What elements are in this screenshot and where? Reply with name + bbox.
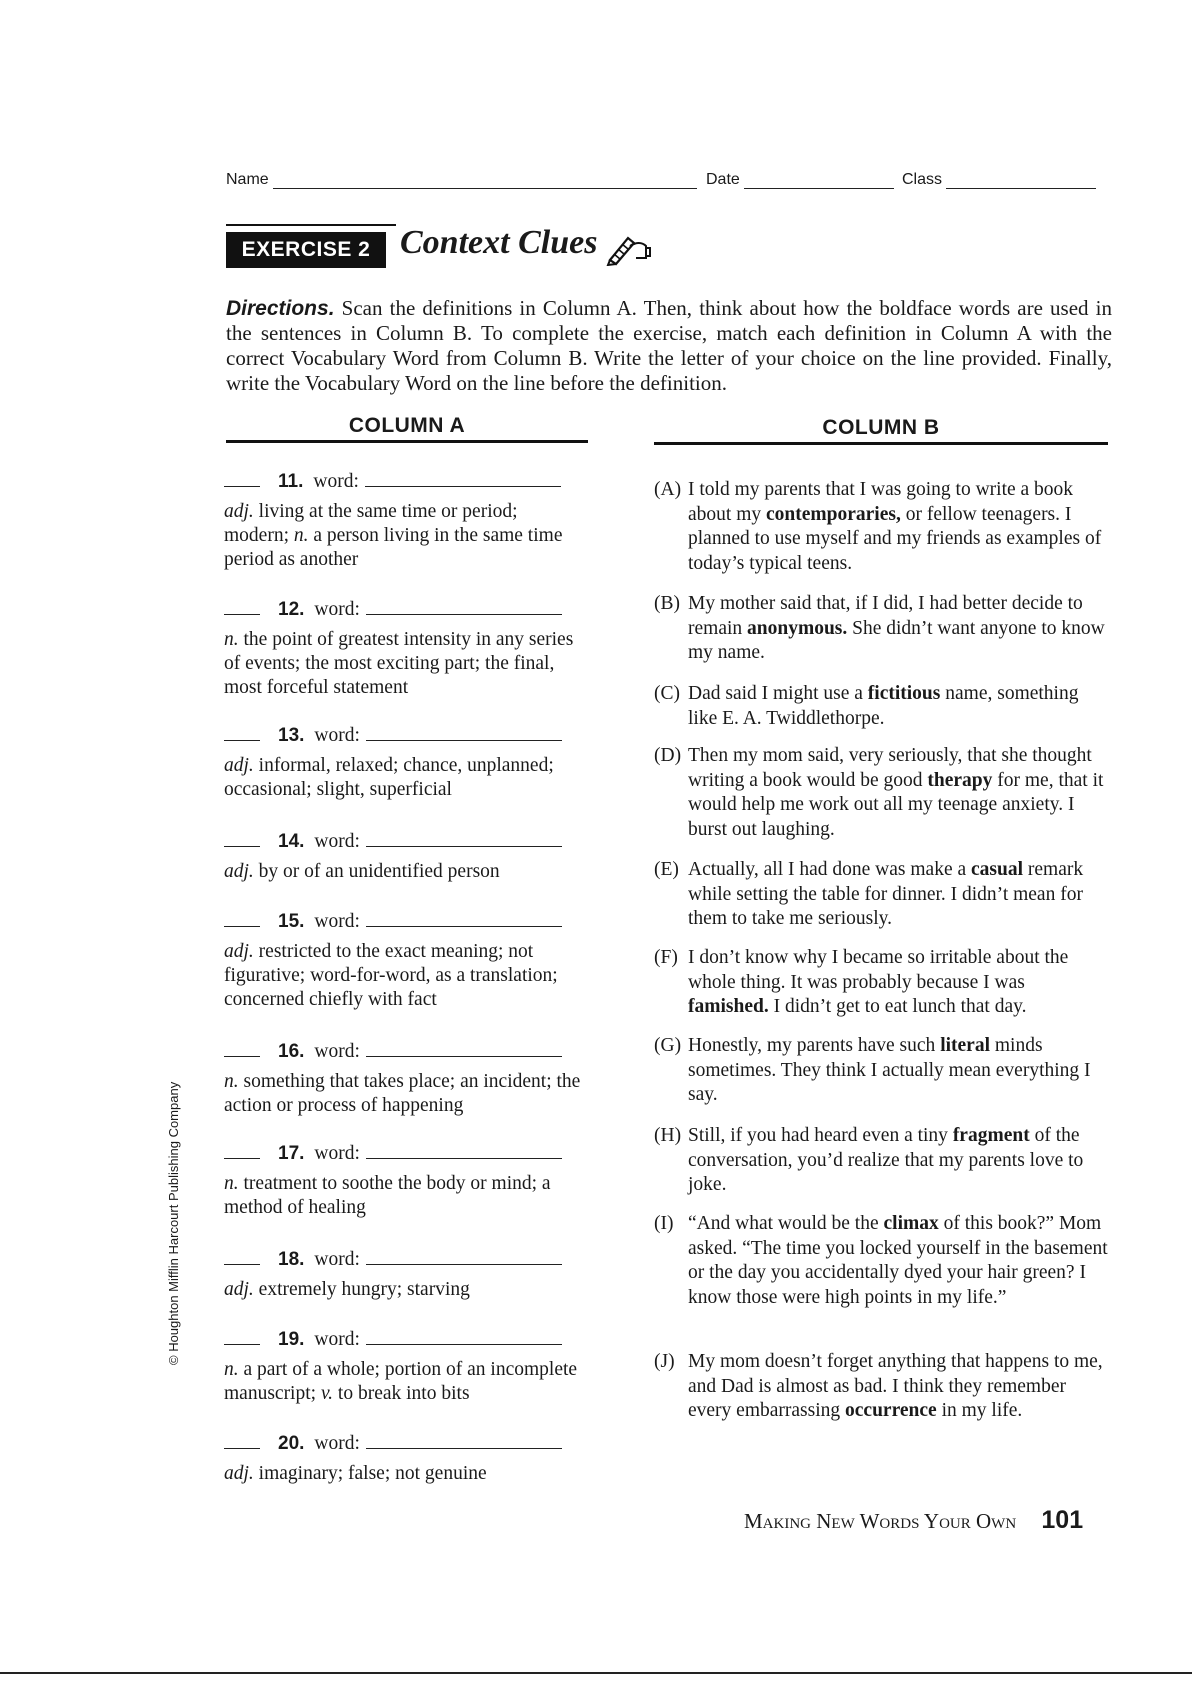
sentence-post: name, something like E. A. Twiddlethorpe. — [688, 683, 1079, 729]
sentence-pre: Dad said I might use a — [688, 683, 868, 704]
word-answer-line[interactable] — [366, 1343, 562, 1345]
part-of-speech-2: n. — [293, 525, 309, 546]
definition: imaginary; false; not genuine — [253, 1463, 487, 1484]
name-field[interactable] — [226, 170, 697, 189]
definition-item — [224, 910, 584, 1012]
sentence-post: of the conversation, you’d realize that my parents love to joke. — [688, 1125, 1084, 1195]
vocabulary-word: fragment — [952, 1125, 1030, 1146]
word-label: word: — [314, 1249, 360, 1270]
vocabulary-word: contemporaries, — [766, 503, 901, 525]
definition: a part of a whole; portion of an incomplete manuscript; — [224, 1359, 578, 1404]
sentence-letter: (G) — [654, 1035, 682, 1056]
sentence-item — [654, 1034, 1108, 1108]
definition-item — [224, 1328, 584, 1406]
part-of-speech: n. — [224, 1173, 239, 1194]
sentence-item — [654, 592, 1108, 666]
word-label: word: — [314, 911, 360, 932]
part-of-speech: adj. — [224, 755, 254, 776]
definition-item — [224, 830, 584, 884]
letter-answer-blank[interactable] — [224, 1447, 260, 1449]
item-number: 19. — [278, 1329, 305, 1350]
sentence-item — [654, 744, 1108, 842]
sentence-pre: I don’t know why I became so irritable about the whole thing. It was probably because I was — [688, 947, 1069, 993]
item-number: 20. — [278, 1433, 305, 1454]
vocabulary-word: fictitious — [867, 683, 941, 704]
part-of-speech: adj. — [224, 501, 254, 522]
definition-text — [224, 860, 584, 884]
copyright-notice: © Houghton Mifflin Harcourt Publishing Company — [166, 1081, 181, 1365]
sentence-pre: “And what would be the — [688, 1213, 884, 1234]
sentence-text — [688, 1034, 1108, 1108]
class-line[interactable] — [946, 170, 1096, 189]
item-number: 14. — [278, 831, 305, 852]
sentence-text — [688, 946, 1108, 1020]
definition-text — [224, 500, 584, 572]
column-a-rule — [226, 440, 588, 443]
date-line[interactable] — [744, 170, 894, 189]
sentence-post: or fellow teenagers. I planned to use myself and my friends as examples of today’s typical teens. — [688, 503, 1102, 574]
item-number: 17. — [278, 1143, 305, 1164]
sentence-post: for me, that it would help me work out all my teenage anxiety. I burst out laughing. — [688, 769, 1104, 840]
sentence-letter: (F) — [654, 947, 678, 968]
sentence-text — [688, 744, 1108, 842]
date-label: Date — [706, 171, 740, 188]
sentence-item — [654, 946, 1108, 1020]
vocabulary-word: climax — [883, 1213, 939, 1234]
word-label: word: — [314, 1433, 360, 1454]
part-of-speech: n. — [224, 1071, 239, 1092]
sentence-text — [688, 592, 1108, 666]
letter-answer-blank[interactable] — [224, 613, 260, 615]
sentence-pre: Then my mom said, very seriously, that she thought writing a book would be good — [688, 745, 1092, 791]
sentence-post: of this book?” Mom asked. “The time you locked yourself in the basement or the day you accidentally dyed your hair green? I know those were high points in my life.” — [688, 1213, 1108, 1308]
sentence-letter: (I) — [654, 1213, 674, 1234]
sentence-text — [688, 1124, 1108, 1198]
sentence-pre: My mom doesn’t forget anything that happens to me, and Dad is almost as bad. I think they remember every embarrassing — [688, 1351, 1103, 1421]
definition-text — [224, 1172, 584, 1220]
definition-text — [224, 1278, 584, 1302]
letter-answer-blank[interactable] — [224, 925, 260, 927]
sentence-text — [688, 478, 1108, 576]
definition-text — [224, 754, 584, 802]
definition: treatment to soothe the body or mind; a method of healing — [224, 1173, 551, 1218]
sentence-text — [688, 858, 1108, 932]
book-title: Making New Words Your Own — [744, 1509, 1017, 1533]
class-label: Class — [902, 171, 943, 188]
word-answer-line[interactable] — [366, 613, 562, 615]
definition: extremely hungry; starving — [253, 1279, 470, 1300]
directions-lead: Directions. — [226, 297, 335, 320]
definition: something that takes place; an incident; the action or process of happening — [224, 1071, 581, 1116]
item-number: 12. — [278, 599, 305, 620]
exercise-title: Context Clues — [400, 224, 598, 261]
word-label: word: — [314, 599, 360, 620]
sentence-item — [654, 682, 1108, 731]
definition-2: a person living in the same time period as another — [224, 525, 563, 570]
sentence-text — [688, 682, 1108, 731]
sentence-post: remark while setting the table for dinner. I didn’t mean for them to take me seriously. — [688, 859, 1084, 929]
pencil-writing-icon — [606, 232, 652, 266]
exercise-badge: EXERCISE 2 — [226, 232, 386, 268]
directions — [226, 296, 1112, 396]
sentence-item — [654, 1350, 1108, 1424]
date-field[interactable] — [706, 170, 894, 189]
sentence-item — [654, 1124, 1108, 1198]
word-answer-line[interactable] — [366, 1263, 562, 1265]
sentence-letter: (E) — [654, 859, 679, 880]
definition-item — [224, 470, 584, 572]
word-answer-line[interactable] — [366, 739, 562, 741]
definition-2: to break into bits — [333, 1383, 470, 1404]
sentence-text — [688, 1212, 1108, 1310]
letter-answer-blank[interactable] — [224, 1157, 260, 1159]
exercise-rule — [226, 224, 396, 226]
sentence-letter: (B) — [654, 593, 680, 614]
word-label: word: — [313, 471, 359, 492]
definition-item — [224, 724, 584, 802]
sentence-pre: I told my parents that I was going to write a book about my — [688, 479, 1074, 525]
sentence-letter: (A) — [654, 479, 682, 500]
page-footer — [744, 1506, 1083, 1535]
definition-text — [224, 1358, 584, 1406]
letter-answer-blank[interactable] — [224, 1343, 260, 1345]
word-answer-line[interactable] — [365, 485, 561, 487]
item-number: 13. — [278, 725, 305, 746]
definition-item — [224, 1432, 584, 1486]
name-label: Name — [226, 171, 269, 188]
definition-item — [224, 1142, 584, 1220]
sentence-pre: Actually, all I had done was make a — [688, 859, 972, 880]
definition-text — [224, 628, 584, 700]
definition-item — [224, 1248, 584, 1302]
vocabulary-word: therapy — [927, 769, 993, 791]
word-answer-line[interactable] — [366, 845, 562, 847]
sentence-item — [654, 1212, 1108, 1310]
part-of-speech: adj. — [224, 1279, 254, 1300]
sentence-pre: Honestly, my parents have such — [688, 1035, 941, 1056]
sentence-item — [654, 478, 1108, 576]
sentence-post: minds sometimes. They think I actually mean everything I say. — [688, 1035, 1091, 1105]
definition-text — [224, 1462, 584, 1486]
definition: informal, relaxed; chance, unplanned; occasional; slight, superficial — [224, 755, 554, 800]
word-label: word: — [314, 725, 360, 746]
name-line[interactable] — [273, 170, 697, 189]
sentence-letter: (C) — [654, 683, 680, 704]
item-number: 11. — [278, 471, 304, 492]
sentence-text — [688, 1350, 1108, 1424]
part-of-speech: adj. — [224, 941, 254, 962]
definition: the point of greatest intensity in any series of events; the most exciting part; the final, most forceful statement — [224, 629, 574, 698]
column-b-rule — [654, 442, 1108, 445]
column-a-heading: COLUMN A — [348, 414, 466, 437]
letter-answer-blank[interactable] — [224, 1055, 260, 1057]
sentence-item — [654, 858, 1108, 932]
word-label: word: — [314, 1329, 360, 1350]
sentence-letter: (H) — [654, 1125, 682, 1146]
word-answer-line[interactable] — [366, 1157, 562, 1159]
sentence-pre: My mother said that, if I did, I had better decide to remain — [688, 593, 1083, 639]
item-number: 18. — [278, 1249, 305, 1270]
definition-text — [224, 1070, 584, 1118]
sentence-pre: Still, if you had heard even a tiny — [688, 1125, 953, 1146]
letter-answer-blank[interactable] — [224, 845, 260, 847]
word-answer-line[interactable] — [366, 1055, 562, 1057]
item-number: 15. — [278, 911, 305, 932]
word-answer-line[interactable] — [366, 925, 562, 927]
vocabulary-word: anonymous. — [747, 617, 848, 639]
part-of-speech: adj. — [224, 1463, 254, 1484]
page-number: 101 — [1041, 1506, 1084, 1534]
part-of-speech: n. — [224, 1359, 239, 1380]
word-label: word: — [314, 1143, 360, 1164]
definition: by or of an unidentified person — [253, 861, 500, 882]
definition-item — [224, 598, 584, 700]
definition: restricted to the exact meaning; not figurative; word-for-word, as a translation; concerned chiefly with fact — [224, 941, 558, 1010]
sentence-post: She didn’t want anyone to know my name. — [688, 617, 1105, 663]
definition-text — [224, 940, 584, 1012]
class-field[interactable] — [902, 170, 1096, 189]
word-label: word: — [314, 831, 360, 852]
sentence-letter: (J) — [654, 1351, 675, 1372]
letter-answer-blank[interactable] — [224, 485, 260, 487]
column-b-heading: COLUMN B — [822, 416, 940, 439]
part-of-speech-2: v. — [320, 1383, 334, 1404]
vocabulary-word: famished. — [688, 996, 769, 1017]
vocabulary-word: casual — [971, 859, 1024, 880]
sentence-letter: (D) — [654, 745, 682, 766]
part-of-speech: adj. — [224, 861, 254, 882]
word-answer-line[interactable] — [366, 1447, 562, 1449]
letter-answer-blank[interactable] — [224, 739, 260, 741]
vocabulary-word: literal — [940, 1035, 990, 1056]
sentence-post: I didn’t get to eat lunch that day. — [768, 996, 1027, 1017]
part-of-speech: n. — [224, 629, 239, 650]
vocabulary-word: occurrence — [845, 1400, 937, 1421]
item-number: 16. — [278, 1041, 305, 1062]
definition: living at the same time or period; modern; — [224, 501, 518, 546]
word-label: word: — [314, 1041, 360, 1062]
sentence-post: in my life. — [936, 1400, 1023, 1421]
bottom-rule — [0, 1672, 1192, 1674]
directions-text: Scan the definitions in Column A. Then, think about how the boldface words are used in the sentences in Column B. To complete the exercise, match each definition in Column A with the correct Vocabulary Word from Column B. Write the letter of your choice on the line provided. Finally, write the Vocabulary Word on the line before the definition. — [226, 296, 1112, 395]
letter-answer-blank[interactable] — [224, 1263, 260, 1265]
definition-item — [224, 1040, 584, 1118]
